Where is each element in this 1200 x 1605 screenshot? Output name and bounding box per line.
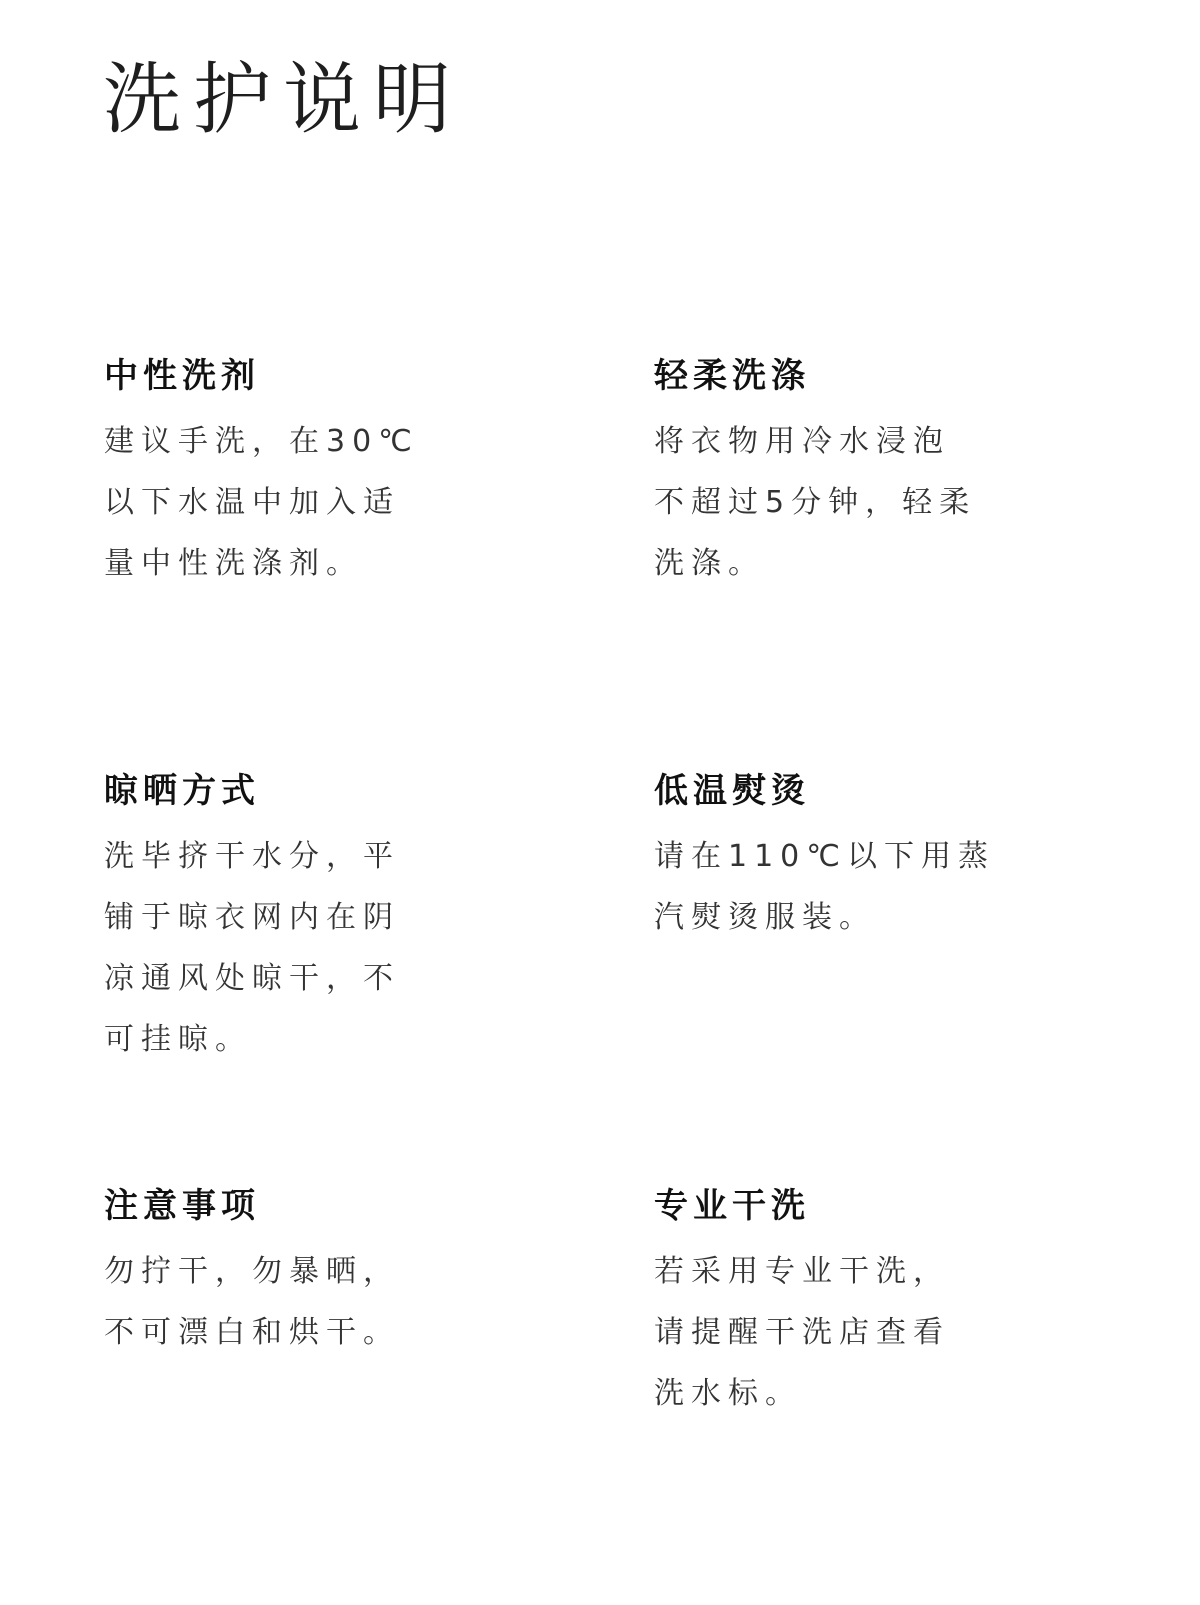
care-section-gentle-wash [654,355,1074,594]
section-body: 勿拧干，勿暴晒， 不可漂白和烘干。 [104,1254,400,1350]
section-body: 请在110℃以下用蒸 汽熨烫服装。 [654,839,995,935]
section-heading: 中性洗剂 [104,356,260,396]
section-heading: 注意事项 [104,1186,260,1226]
care-section-dry-cleaning [654,1185,1074,1424]
section-body: 若采用专业干洗， 请提醒干洗店查看 洗水标。 [654,1254,950,1411]
section-body: 洗毕挤干水分，平 铺于晾衣网内在阴 凉通风处晾干，不 可挂晾。 [104,839,400,1057]
care-section-drying-method [104,770,524,1070]
section-heading: 晾晒方式 [104,771,260,811]
section-heading: 专业干洗 [654,1186,810,1226]
care-section-neutral-detergent [104,355,524,594]
care-section-low-temp-ironing [654,770,1074,948]
section-body: 建议手洗，在30℃ 以下水温中加入适 量中性洗涤剂。 [104,424,419,581]
section-heading: 低温熨烫 [654,771,810,811]
section-body: 将衣物用冷水浸泡 不超过5分钟，轻柔 洗涤。 [654,424,977,581]
section-heading: 轻柔洗涤 [654,356,810,396]
page-title: 洗护说明 [103,55,464,145]
care-section-precautions [104,1185,524,1363]
